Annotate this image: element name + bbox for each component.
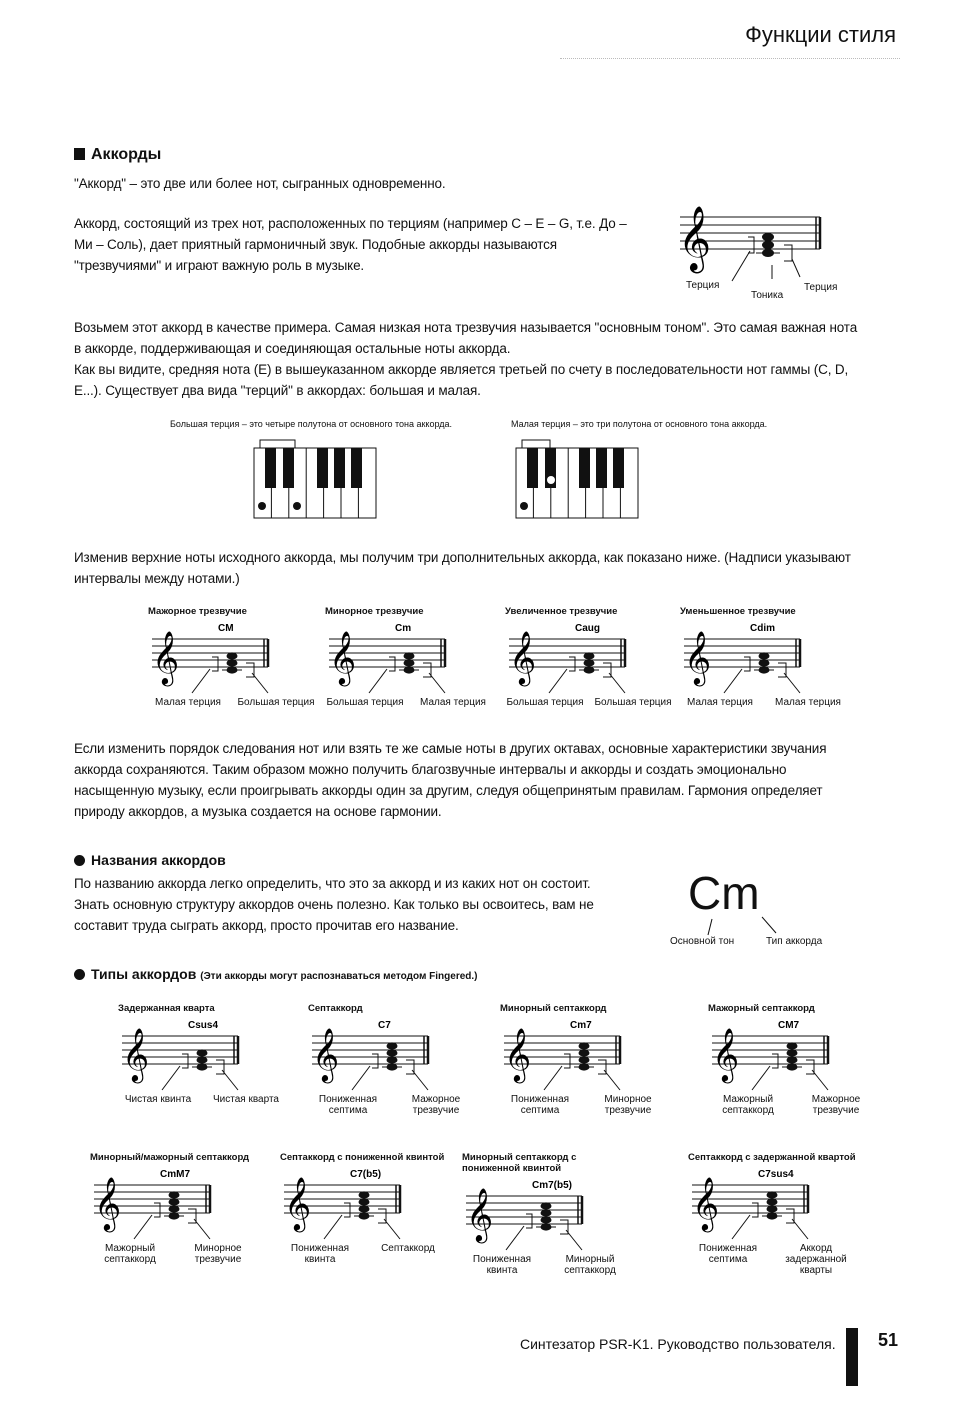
chord-type-label: Тип аккорда: [766, 936, 823, 947]
treble-clef-icon: 𝄞: [684, 630, 712, 684]
interval-label-right: Большая терция: [237, 697, 315, 708]
chords-paragraph-3b: в аккорде, поддерживающая и соединяющая остальные ноты аккорда.: [74, 341, 511, 356]
triad-chord-2: [505, 606, 680, 723]
chords-paragraph-4a: Изменив верхние ноты исходного аккорда, мы получим три дополнительных аккорда, как показано ниже. (Надписи указывают: [74, 550, 851, 565]
chord-staff: [280, 1163, 450, 1243]
interval-label-right: Чистая кварта: [213, 1094, 279, 1105]
chord-symbol: C7: [378, 1020, 391, 1031]
chords-paragraph-5a: Если изменить порядок следования нот или взять те же самые ноты в других октавах, основные характеристики звучания: [74, 741, 827, 756]
chords-heading: [74, 146, 161, 164]
chord-staff: [505, 617, 675, 697]
chord-title: Мажорный септаккорд: [708, 1003, 815, 1014]
chord-title: Уменьшенное трезвучие: [680, 606, 796, 617]
chord-title: Септаккорд с пониженной квинтой: [280, 1152, 445, 1163]
chord-symbol: CmM7: [160, 1169, 191, 1180]
chord-title: Минорный/мажорный септаккорд: [90, 1152, 250, 1163]
chord-staff: [325, 617, 495, 697]
major-third-keyboard: [250, 436, 380, 522]
chords-paragraph-2c: "трезвучиями" и играют важную роль в музыке.: [74, 258, 365, 273]
chord-title: Септаккорд: [308, 1003, 363, 1014]
chord-title: Минорный септаккорд: [500, 1003, 607, 1014]
chords-paragraph-5d: природу аккордов, а музыка создается на основе гармонии.: [74, 804, 442, 819]
types-heading-text: Типы аккордов: [91, 966, 197, 982]
round-bullet-icon: [74, 969, 85, 980]
triad-chord-1: [325, 606, 500, 723]
row2-chord-2: [462, 1152, 637, 1280]
chord-symbol: CM7: [778, 1020, 800, 1031]
chord-staff: [500, 1014, 670, 1094]
chord-name-example: Cm: [688, 867, 760, 919]
root-note-label: Основной тон: [670, 936, 735, 947]
triad-label-third-right: Терция: [804, 282, 838, 293]
chords-paragraph-3d: E...). Существует два вида "терций" в аккордах: большая и малая.: [74, 383, 481, 398]
chord-staff: [680, 617, 850, 697]
chord-title: Увеличенное трезвучие: [505, 606, 618, 617]
triad-chord-0: [148, 606, 323, 723]
interval-label-left: Мажорный септаккорд: [722, 1094, 774, 1116]
chord-symbol: Cm: [395, 623, 412, 634]
round-bullet-icon: [74, 855, 85, 866]
interval-label-left: Большая терция: [326, 697, 404, 708]
chord-staff: [90, 1163, 260, 1243]
chord-symbol: Cm7: [570, 1020, 592, 1031]
major-third-caption: Большая терция – это четыре полутона от основного тона аккорда.: [170, 419, 453, 429]
interval-label-right: Аккорд задержанной кварты: [785, 1243, 847, 1276]
interval-label-right: Минорное трезвучие: [604, 1094, 652, 1116]
chords-paragraph-2b: Ми – Соль), дает приятный гармоничный звук. Подобные аккорды называются: [74, 237, 557, 252]
treble-clef-icon: 𝄞: [712, 1027, 740, 1081]
minor-third-keyboard: [512, 436, 642, 522]
page-number: 51: [878, 1330, 899, 1350]
footer-text: Синтезатор PSR-K1. Руководство пользователя.: [520, 1336, 836, 1352]
section-header: Функции стиля: [745, 22, 896, 47]
treble-clef-icon: 𝄞: [284, 1176, 312, 1230]
chords-paragraph-5b: аккорда сохраняются. Таким образом можно получить благозвучные интервалы и аккорды и создать эмоционально: [74, 762, 787, 777]
interval-label-left: Мажорный септаккорд: [104, 1243, 156, 1265]
row1-chord-3: [708, 1003, 883, 1120]
interval-label-left: Малая терция: [687, 697, 753, 708]
square-bullet-icon: [74, 148, 85, 160]
interval-label-right: Малая терция: [775, 697, 841, 708]
chords-paragraph-3a: Возьмем этот аккорд в качестве примера. Самая низкая нота трезвучия называется "основным тоном". Это самая важная нота: [74, 320, 858, 335]
interval-label-right: Малая терция: [420, 697, 486, 708]
chord-symbol: Cm7(b5): [532, 1180, 573, 1191]
chord-staff: [708, 1014, 878, 1094]
chord-staff: [118, 1014, 288, 1094]
chord-title: Минорный септаккорд с пониженной квинтой: [462, 1152, 577, 1174]
treble-clef-icon: 𝄞: [504, 1027, 532, 1081]
chord-symbol: Cdim: [750, 623, 775, 634]
names-paragraph-2: Знать основную структуру аккордов очень полезно. Как только вы освоитесь, вам не: [74, 897, 594, 912]
chord-staff: [148, 617, 318, 697]
chord-staff: [688, 1163, 858, 1243]
chord-symbol: C7sus4: [758, 1169, 794, 1180]
row1-chord-0: [118, 1003, 293, 1120]
treble-clef-icon: 𝄞: [678, 206, 712, 271]
minor-third-caption: Малая терция – это три полутона от основного тона аккорда.: [511, 419, 768, 429]
interval-label-left: Малая терция: [155, 697, 221, 708]
chords-paragraph-5c: насыщенную музыку, если проигрывать аккорды один за другим, следуя общепринятым правилам. Гармония определяет: [74, 783, 823, 798]
types-note: (Эти аккорды могут распознаваться методом Fingered.): [200, 971, 478, 982]
treble-clef-icon: 𝄞: [692, 1176, 720, 1230]
types-heading: [74, 966, 478, 982]
names-heading-text: Названия аккордов: [91, 852, 226, 868]
interval-label-left: Пониженная квинта: [290, 1243, 350, 1265]
row2-chord-1: [280, 1152, 455, 1269]
interval-label-left: Пониженная квинта: [472, 1254, 532, 1276]
row2-chord-3: [688, 1152, 863, 1276]
chord-title: Задержанная кварта: [118, 1003, 215, 1014]
chord-title: Мажорное трезвучие: [148, 606, 247, 617]
names-paragraph-1: По названию аккорда легко определить, что это за аккорд и из каких нот он состоит.: [74, 876, 591, 891]
interval-label-left: Пониженная септима: [510, 1094, 570, 1116]
interval-label-right: Мажорное трезвучие: [411, 1094, 461, 1116]
interval-label-right: Минорный септаккорд: [564, 1254, 616, 1276]
row1-chord-2: [500, 1003, 675, 1120]
treble-clef-icon: 𝄞: [94, 1176, 122, 1230]
interval-label-left: Большая терция: [506, 697, 584, 708]
chords-definition: "Аккорд" – это две или более нот, сыгранных одновременно.: [74, 176, 446, 191]
interval-label-left: Пониженная септима: [318, 1094, 378, 1116]
chords-paragraph-4b: интервалы между нотами.): [74, 571, 240, 586]
names-paragraph-3: составит труда сыграть аккорд, просто прочитав его название.: [74, 918, 459, 933]
treble-clef-icon: 𝄞: [122, 1027, 150, 1081]
chords-heading-text: Аккорды: [91, 146, 162, 163]
row1-chord-1: [308, 1003, 483, 1120]
chord-title: Септаккорд с задержанной квартой: [688, 1152, 856, 1163]
chord-staff: [462, 1174, 632, 1254]
triad-label-tonic: Тоника: [751, 290, 784, 301]
chords-paragraph-2a: Аккорд, состоящий из трех нот, расположенных по терциям (например С – Е – G, т.е. До –: [74, 216, 627, 231]
chord-symbol: C7(b5): [350, 1169, 382, 1180]
triad-label-third-left: Терция: [686, 280, 720, 291]
interval-label-right: Септаккорд: [381, 1243, 435, 1254]
row2-chord-0: [90, 1152, 265, 1269]
chord-symbol: Caug: [575, 623, 600, 634]
header-divider: [560, 58, 900, 59]
chord-staff: [308, 1014, 478, 1094]
treble-clef-icon: 𝄞: [466, 1187, 494, 1241]
page-marker-bar: [846, 1328, 858, 1386]
chord-symbol: CM: [218, 623, 234, 634]
treble-clef-icon: 𝄞: [329, 630, 357, 684]
treble-clef-icon: 𝄞: [152, 630, 180, 684]
interval-label-right: Мажорное трезвучие: [811, 1094, 861, 1116]
treble-clef-icon: 𝄞: [312, 1027, 340, 1081]
interval-label-right: Большая терция: [594, 697, 672, 708]
interval-label-right: Минорное трезвучие: [194, 1243, 242, 1265]
interval-label-left: Пониженная септима: [698, 1243, 758, 1265]
names-heading: [74, 852, 226, 868]
chords-paragraph-3c: Как вы видите, средняя нота (E) в вышеуказанном аккорде является третьей по счету в последовательности нот гаммы (C, D,: [74, 362, 849, 377]
chord-title: Минорное трезвучие: [325, 606, 424, 617]
interval-label-left: Чистая квинта: [124, 1094, 192, 1105]
treble-clef-icon: 𝄞: [509, 630, 537, 684]
chord-symbol: Csus4: [188, 1020, 219, 1031]
triad-chord-3: [680, 606, 855, 723]
